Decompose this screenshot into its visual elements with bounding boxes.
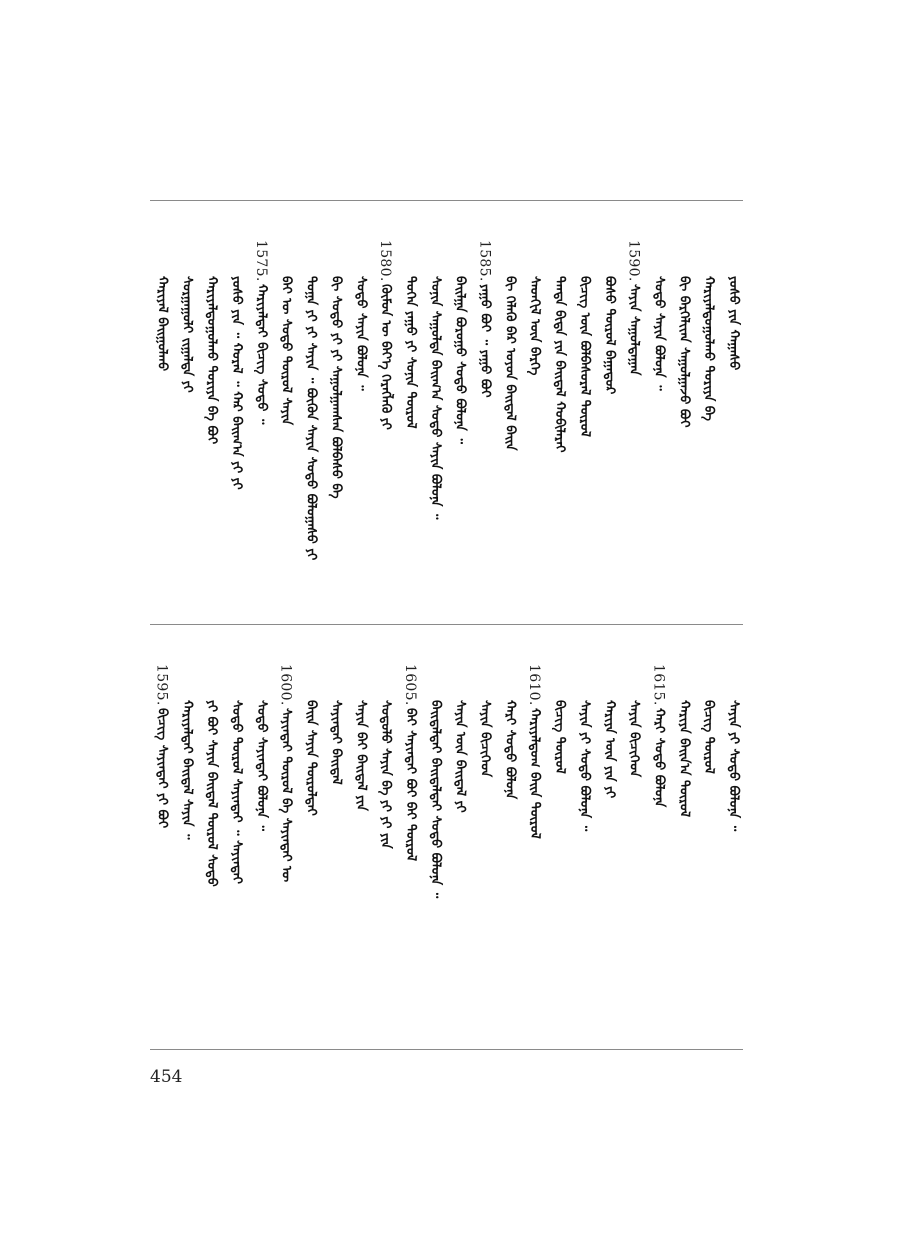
line-number: 1610. xyxy=(526,664,543,706)
verse-line: ᠬᠠᠷᠢᠶᠠᠯᠳᠤᠭ ᠪᠠᠢᠨ ᠲᠦᠷᠦᠯ xyxy=(527,708,543,839)
line-number: 1590. xyxy=(625,240,642,282)
verse-column xyxy=(475,240,495,610)
verse-line: ᠪᠢ ᠪᠡᠷᠭᠡᠯᠢᠶ᠋ᠡᠨ ᠰᠠᠭᠤᠯᠭᠠᠵᠤ ᠪᠤᠢ xyxy=(676,276,692,428)
verse-column xyxy=(350,240,370,610)
line-number: 1595. xyxy=(153,664,170,706)
verse-line: ᠰᠤᠳᠤ ᠲᠦᠷᠦᠯ ᠰᠠᠶᠢᠨᠲᠠᠢ ᠃ ᠰᠠᠶᠢᠨᠲᠠᠢ xyxy=(229,700,244,884)
verse-column xyxy=(624,664,644,1034)
verse-line: ᠬᠠᠷᠢᠶᠠᠯ ᠪᠠᠢᠭᠤᠯᠬᠤ xyxy=(154,276,170,372)
verse-column xyxy=(599,240,619,610)
verse-line: ᠰᠠᠶᠢᠨᠲᠠᠢ ᠪᠠᠢᠳᠠᠯ xyxy=(328,700,344,785)
verse-column xyxy=(425,240,445,610)
verse-column xyxy=(450,240,470,610)
verse-line: ᠲᠠᠨᠳᠠ ᠪᠢᠳᠡ ᠶᠢᠨ ᠪᠠᠢᠳᠠᠯ ᠬᠤᠪᠢᠯᠠᠷᠠᠢ xyxy=(552,276,568,453)
verse-column xyxy=(524,664,544,1034)
verse-column xyxy=(375,664,395,1034)
verse-column xyxy=(176,664,196,1034)
verse-line: ᠲᠣᠭᠡᠨ ᠶᠠᠭᠤ ᠶᠢ ᠰᠣᠨᠢᠨ ᠲᠦᠷᠦᠯ xyxy=(402,276,418,429)
bottom-rule xyxy=(150,1049,743,1050)
verse-line: ᠰᠠᠶᠢᠨ ᠶᠢ ᠰᠤᠳᠤ ᠪᠤᠯᠤᠨᠠ ᠃ xyxy=(576,700,592,832)
verse-line: ᠪᠢᠴᠢᠭ ᠦᠨ ᠪᠣᠯᠪᠠᠰᠤᠷᠠᠯ ᠲᠦᠷᠦᠯ xyxy=(576,276,592,437)
verse-line: ᠪᠢᠴᠢᠭ ᠲᠦᠷᠦᠯ xyxy=(552,700,568,774)
verse-line: ᠪᠠᠢᠳᠠᠯᠲᠠᠢ ᠪᠠᠢᠳᠠᠯᠲᠠᠢ ᠰᠤᠳᠤ ᠪᠤᠯᠤᠨᠠ ᠃ xyxy=(427,700,443,899)
verse-column xyxy=(648,664,668,1034)
verse-line: ᠰᠠᠶᠢᠨ ᠰᠠᠭᠤᠯᠳᠠᠭᠠᠨ xyxy=(626,284,642,376)
verse-column xyxy=(201,664,221,1034)
verse-line: ᠰᠠᠶᠢᠨᠲᠠᠢ ᠲᠦᠷᠦᠯ ᠪᠠ ᠰᠠᠶᠢᠨᠲᠠᠢ ᠦ xyxy=(278,708,294,883)
verse-line: ᠪᠠᠢ ᠰᠠᠶᠢᠨᠲᠠᠢ ᠪᠤᠢ ᠪᠠᠢ ᠲᠦᠷᠦᠯ xyxy=(402,708,418,862)
top-rule xyxy=(150,200,743,201)
verse-column xyxy=(151,240,171,610)
verse-column xyxy=(549,664,569,1034)
verse-line: ᠰᠤᠳᠤ ᠰᠠᠶᠢᠨ ᠪᠤᠯᠤᠨᠠ ᠃ xyxy=(353,276,369,391)
verse-line: ᠪᠢ ᠰᠤᠳᠤ ᠶᠢ ᠶᠢ ᠰᠠᠭᠤᠯᠭᠠᠭᠰᠠᠨ ᠪᠣᠯᠪᠠᠰᠤ ᠪᠠ xyxy=(328,276,344,499)
verse-line: ᠰᠤᠷᠭᠠᠭᠤᠯᠢ ᠵᠢᠭᠠᠯᠲᠠ ᠶᠢ xyxy=(179,276,195,393)
verse-column xyxy=(276,664,296,1034)
verse-column xyxy=(499,664,519,1034)
verse-line: ᠬᠠᠷᠢ ᠰᠤᠳᠤ ᠪᠤᠯᠤᠨᠠ xyxy=(502,700,518,800)
verse-line: ᠰᠠᠶᠢᠨ ᠪᠢᠴᠢᠭᠡᠳ xyxy=(477,700,493,778)
verse-line: ᠶᠢ ᠪᠤᠢ ᠰᠠᠶᠢᠨ ᠪᠠᠢᠳᠠᠯ ᠲᠦᠷᠦᠯ ᠰᠤᠳᠤ xyxy=(204,700,220,887)
verse-column xyxy=(549,240,569,610)
verse-line: ᠪᠢ ᠬᠡᠯᠡᠬᠦ ᠪᠡᠷ ᠤᠶᠤᠨ ᠪᠠᠢᠳᠠᠯ ᠪᠠᠢᠨ xyxy=(502,276,518,451)
verse-column xyxy=(475,664,495,1034)
verse-column xyxy=(350,664,370,1034)
middle-rule xyxy=(150,624,743,625)
verse-column xyxy=(574,240,594,610)
verse-column xyxy=(301,240,321,610)
verse-line: ᠬᠠᠷᠢᠶᠠᠯᠳᠤᠭᠤᠯᠬᠤ ᠲᠤᠷᠢᠶᠠ ᠪᠠ xyxy=(701,276,717,422)
verse-column xyxy=(698,664,718,1034)
verse-line: ᠪᠤᠰᠤ ᠲᠦᠷᠦᠯ ᠪᠠᠭᠠᠳᠤᠷ xyxy=(601,276,617,395)
upper-verse-block xyxy=(150,240,743,610)
verse-column xyxy=(723,664,743,1034)
verse-line: ᠬᠠᠷᠢᠶᠠᠯᠲᠠᠢ ᠪᠢᠴᠢᠭ ᠰᠤᠳᠤ ᠃ xyxy=(253,284,269,425)
verse-column xyxy=(574,664,594,1034)
verse-column xyxy=(276,240,296,610)
verse-line: ᠪᠠᠢᠨ ᠰᠠᠶᠢᠨ ᠲᠦᠷᠦᠯᠲᠠᠢ xyxy=(303,700,319,816)
verse-line: ᠰᠠᠶᠢᠨ ᠦᠨ ᠪᠠᠢᠳᠠᠯ ᠶᠢ xyxy=(452,700,468,813)
line-number: 1600. xyxy=(277,664,294,706)
verse-line: ᠰᠣᠨᠢᠨ ᠰᠠᠭᠤᠯᠲᠠ ᠪᠠᠢᠭ᠎ᠠ ᠰᠤᠳᠤ ᠰᠠᠶᠢᠨ ᠪᠤᠯᠤᠨᠠ ᠃ xyxy=(427,276,443,520)
verse-line: ᠪᠢᠴᠢᠭ ᠲᠦᠷᠦᠯ xyxy=(701,700,717,774)
verse-column xyxy=(673,664,693,1034)
verse-line: ᠬᠠᠷᠢᠶᠠ ᠦᠨ ᠶᠢᠨ ᠶᠢ xyxy=(601,700,617,799)
verse-line: ᠰᠠᠶᠢᠨ ᠪᠢᠴᠢᠭᠡᠳ xyxy=(626,700,642,778)
verse-column xyxy=(648,240,668,610)
verse-line: ᠬᠦᠮᠦᠨ ᠦ ᠪᠡᠶ᠎ᠡ ᠬᠡᠷᠡᠭᠯᠡᠬᠦ ᠶᠢ xyxy=(378,284,394,430)
verse-column xyxy=(301,664,321,1034)
verse-column xyxy=(375,240,395,610)
verse-line: ᠰᠡᠳᠬᠢᠯ ᠦᠨ ᠪᠡᠷᠬᠡ xyxy=(527,276,543,376)
verse-column xyxy=(176,240,196,610)
verse-column xyxy=(226,664,246,1034)
verse-column xyxy=(251,664,271,1034)
verse-line: ᠬᠠᠷᠢᠶᠠᠯᠳᠤᠭᠤᠯᠬᠤ ᠲᠤᠷᠢᠶᠠ ᠪᠠ ᠪᠤᠢ xyxy=(204,276,220,445)
verse-line: ᠬᠠᠷᠢᠶᠠᠯᠲᠠᠢ ᠪᠠᠢᠳᠠᠯ ᠰᠠᠶᠢᠨ ᠃ xyxy=(179,700,195,840)
line-number: 1580. xyxy=(377,240,394,282)
verse-column xyxy=(450,664,470,1034)
verse-line: ᠬᠠᠷᠢ ᠰᠤᠳᠤ ᠪᠤᠯᠤᠨᠠ xyxy=(651,708,667,808)
lower-verse-block xyxy=(150,664,743,1034)
verse-column xyxy=(499,240,519,610)
verse-column xyxy=(400,664,420,1034)
verse-column xyxy=(226,240,246,610)
verse-column xyxy=(251,240,271,610)
verse-line: ᠶᠤᠰᠤ ᠶᠢᠨ ᠃ ᠬᠤᠷᠠᠯ ᠃ ᠬᠠᠷ ᠪᠠᠢᠭ᠎ᠠ ᠶᠢ ᠶᠢ xyxy=(229,276,244,490)
verse-line: ᠰᠤᠳᠤ ᠰᠠᠶᠢᠨᠲᠠᠢ ᠪᠤᠯᠤᠨᠠ ᠃ xyxy=(253,700,269,831)
verse-line: ᠲᠣᠭᠠ ᠶᠢ ᠶᠢ ᠰᠠᠶᠢᠨ ᠃ ᠪᠦᠬᠦᠨ ᠰᠠᠶᠢᠨ ᠰᠤᠳᠤ ᠪᠤᠯᠤᠭᠠᠰᠤ ᠶᠢ xyxy=(303,276,319,561)
verse-column xyxy=(698,240,718,610)
verse-line: ᠶᠠᠭᠤ ᠪᠤᠢ ᠃ ᠶᠠᠭᠤ ᠪᠤᠢ xyxy=(477,284,493,398)
verse-column xyxy=(400,240,420,610)
verse-column xyxy=(201,240,221,610)
verse-line: ᠪᠢᠴᠢᠭ ᠰᠠᠶᠢᠨᠲᠠᠢ ᠶᠢ ᠪᠤᠢ xyxy=(154,708,170,829)
verse-line: ᠪᠠᠢᠯᠭᠠ ᠪᠤᠷᠤᠭᠤ ᠰᠤᠳᠤ ᠪᠤᠯᠤᠨᠠ ᠃ xyxy=(452,276,468,444)
verse-line: ᠬᠠᠷᠢᠶᠠ ᠪᠠᠢᠨ᠎ᠠ ᠲᠦᠷᠦᠯ xyxy=(676,700,692,818)
line-number: 1605. xyxy=(401,664,418,706)
verse-column xyxy=(723,240,743,610)
verse-column xyxy=(325,240,345,610)
verse-line: ᠪᠠᠢ ᠦ ᠰᠤᠳᠤ ᠲᠦᠷᠦᠯ ᠰᠠᠶᠢᠨ xyxy=(278,276,294,426)
page-number: 454 xyxy=(150,1067,183,1087)
verse-line: ᠰᠠᠶᠢᠨ ᠶᠢ ᠰᠤᠳᠤ ᠪᠤᠯᠤᠨᠠ ᠃ xyxy=(726,700,741,832)
verse-line: ᠰᠤᠳᠤ ᠰᠠᠶᠢᠨ ᠪᠤᠯᠤᠨᠠ ᠃ xyxy=(651,276,667,391)
verse-column xyxy=(673,240,693,610)
verse-column xyxy=(325,664,345,1034)
line-number: 1585. xyxy=(476,240,493,282)
verse-column xyxy=(524,240,544,610)
verse-line: ᠰᠤᠳᠤᠯᠤ ᠰᠠᠶᠢᠨ ᠪᠠ ᠶᠢ ᠶᠢ ᠶᠢᠨ xyxy=(378,700,394,849)
line-number: 1615. xyxy=(650,664,667,706)
verse-column xyxy=(425,664,445,1034)
verse-column xyxy=(599,664,619,1034)
verse-column xyxy=(624,240,644,610)
line-number: 1575. xyxy=(252,240,269,282)
verse-line: ᠶᠤᠰᠤ ᠶᠢᠨ ᠬᠠᠭᠠᠰᠤ xyxy=(726,276,741,371)
verse-line: ᠰᠠᠶᠢᠨ ᠪᠠᠢ ᠪᠠᠢᠳᠠᠯ ᠶᠢᠨ xyxy=(353,700,369,811)
verse-column xyxy=(151,664,171,1034)
